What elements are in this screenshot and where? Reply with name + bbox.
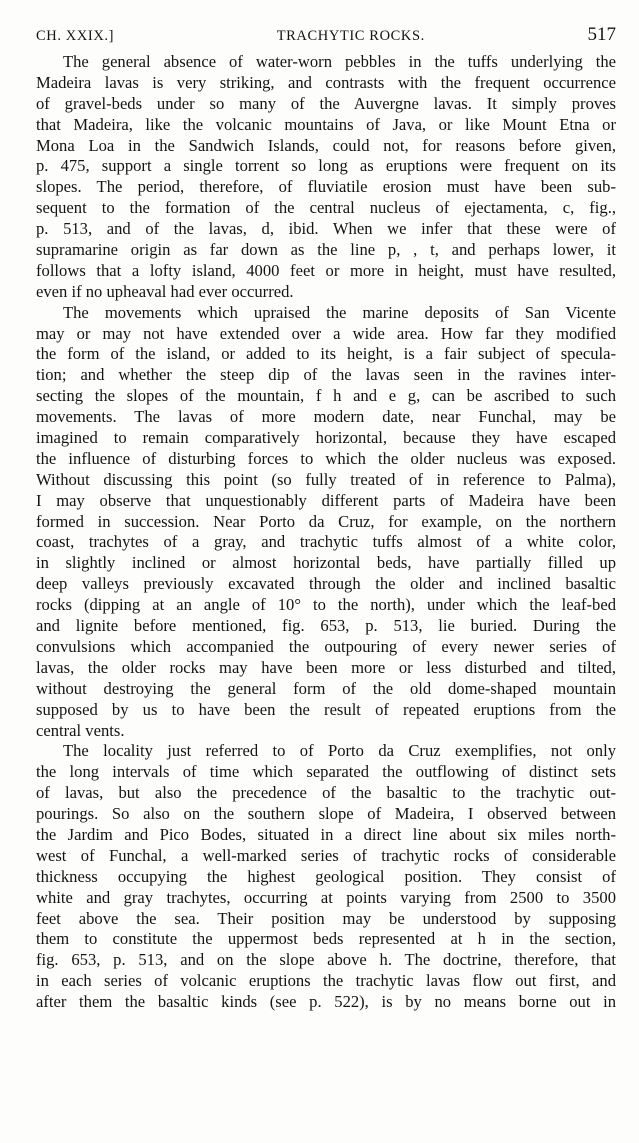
text-line: p. 475, support a single torrent so long as eruptions were frequent on its	[36, 156, 616, 176]
text-line: even if no upheaval had ever occurred.	[36, 281, 294, 301]
text-line: may or may not have extended over a wide area. How far they modified	[36, 323, 616, 343]
text-line: them to constitute the uppermost beds represented at h in the section,	[36, 929, 616, 949]
paragraph	[36, 741, 616, 1013]
text-line: central vents.	[36, 720, 125, 740]
paragraph	[36, 303, 616, 742]
text-line: formed in succession. Near Porto da Cruz, for example, on the northern	[36, 511, 616, 531]
text-line: thickness occupying the highest geological position. They consist of	[36, 866, 616, 886]
running-title: TRACHYTIC ROCKS.	[276, 28, 425, 44]
text-line: Mona Loa in the Sandwich Islands, could not, for reasons before given,	[36, 135, 616, 155]
text-line: in each series of volcanic eruptions the trachytic lavas flow out first, and	[36, 971, 616, 991]
text-line: after them the basaltic kinds (see p. 522), is by no means borne out in	[36, 992, 616, 1012]
text-line: secting the slopes of the mountain, f h and e g, can be ascribed to such	[36, 386, 616, 406]
text-line: Madeira lavas is very striking, and contrasts with the frequent occurrence	[36, 72, 616, 92]
text-line: p. 513, and of the lavas, d, ibid. When we infer that these were of	[36, 219, 616, 239]
text-line: The general absence of water-worn pebbles in the tuffs underlying the	[63, 52, 616, 71]
text-line: pourings. So also on the southern slope of Madeira, I observed between	[36, 804, 616, 824]
text-line: feet above the sea. Their position may be understood by supposing	[36, 908, 616, 928]
text-line: the Jardim and Pico Bodes, situated in a direct line about six miles north-	[36, 824, 616, 844]
text-line: in slightly inclined or almost horizontal beds, have partially filled up	[36, 553, 616, 573]
body-text	[36, 52, 616, 1013]
text-line: white and gray trachytes, occurring at points varying from 2500 to 3500	[36, 887, 616, 907]
text-line: follows that a lofty island, 4000 feet or more in height, must have resulted,	[36, 260, 616, 280]
text-line: lavas, the older rocks may have been more or less disturbed and tilted,	[36, 657, 616, 677]
text-line: and lignite before mentioned, fig. 653, p. 513, lie buried. During the	[36, 616, 616, 636]
text-line: without destroying the general form of the old dome-shaped mountain	[36, 678, 616, 698]
text-line: of lavas, but also the precedence of the basaltic to the trachytic out-	[36, 783, 616, 803]
text-line: west of Funchal, a well-marked series of trachytic rocks of considerable	[36, 845, 616, 865]
text-line: the long intervals of time which separated the outflowing of distinct sets	[36, 762, 616, 782]
text-line: sequent to the formation of the central nucleus of ejectamenta, c, fig.,	[36, 198, 616, 218]
text-line: deep valleys previously excavated through the older and inclined basaltic	[36, 574, 616, 594]
text-line: supposed by us to have been the result of repeated eruptions from the	[36, 699, 616, 719]
text-line: fig. 653, p. 513, and on the slope above h. The doctrine, therefore, that	[36, 950, 616, 970]
text-line: the form of the island, or added to its height, is a fair subject of specula-	[36, 344, 616, 364]
chapter-label: CH. XXIX.]	[36, 28, 115, 44]
text-line: rocks (dipping at an angle of 10° to the north), under which the leaf-bed	[36, 595, 616, 615]
paragraph	[36, 52, 616, 303]
page-number: 517	[587, 24, 616, 45]
text-line: supramarine origin as far down as the line p, , t, and perhaps lower, it	[36, 240, 616, 260]
text-line: Without discussing this point (so fully treated of in reference to Palma),	[36, 469, 616, 489]
text-line: the influence of disturbing forces to which the older nucleus was exposed.	[36, 448, 616, 468]
text-line: The locality just referred to of Porto da Cruz exemplifies, not only	[63, 741, 616, 761]
text-line: tion; and whether the steep dip of the lavas seen in the ravines inter-	[36, 365, 616, 385]
text-line: imagined to remain comparatively horizontal, because they have escaped	[36, 428, 616, 448]
text-line: that Madeira, like the volcanic mountains of Java, or like Mount Etna or	[36, 114, 616, 134]
text-line: convulsions which accompanied the outpouring of every newer series of	[36, 636, 616, 656]
text-line: I may observe that unquestionably different parts of Madeira have been	[36, 490, 616, 510]
text-line: slopes. The period, therefore, of fluviatile erosion must have been sub-	[36, 177, 616, 197]
text-line: of gravel-beds under so many of the Auvergne lavas. It simply proves	[36, 93, 616, 113]
text-line: movements. The lavas of more modern date, near Funchal, may be	[36, 407, 616, 427]
text-line: coast, trachytes of a gray, and trachytic tuffs almost of a white color,	[36, 532, 616, 552]
running-head	[36, 24, 616, 50]
book-page	[36, 24, 616, 1013]
text-line: The movements which upraised the marine deposits of San Vicente	[63, 302, 616, 322]
